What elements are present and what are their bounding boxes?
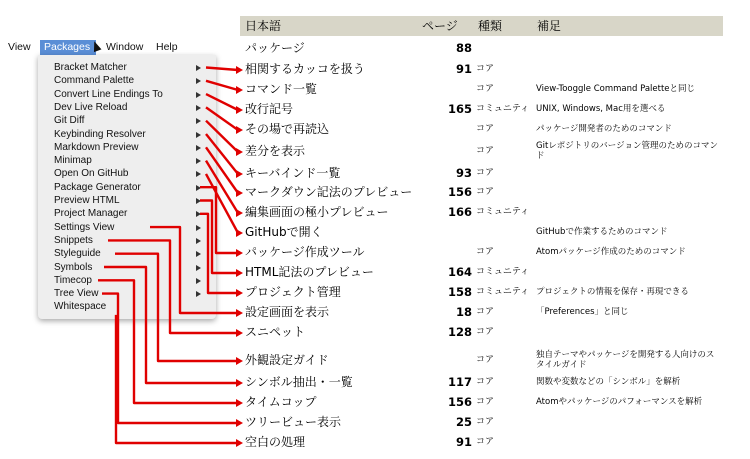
menu-item[interactable]: Styleguide [54, 248, 101, 260]
row-page: 91 [455, 62, 472, 76]
connector-line [206, 94, 238, 110]
arrowhead-icon [236, 86, 243, 94]
row-page: 156 [447, 185, 472, 199]
row-name: スニペット [245, 325, 306, 339]
menu-item[interactable]: Convert Line Endings To [54, 88, 163, 100]
row-note: Atomやパッケージのパフォーマンスを解析 [536, 397, 703, 407]
arrowhead-icon [236, 419, 243, 427]
row-name: ツリービュー表示 [245, 415, 342, 429]
row-type: コア [476, 247, 495, 257]
row-note: 「Preferences」と同じ [536, 307, 629, 317]
row-type: コア [476, 397, 495, 407]
row-page: 18 [455, 305, 472, 319]
row-name: タイムコップ [245, 395, 317, 409]
row-name: その場で再読込 [245, 122, 330, 136]
menu-item[interactable]: Dev Live Reload [54, 101, 128, 113]
row-type: コア [476, 417, 495, 427]
row-note: プロジェクトの情報を保存・再現できる [536, 287, 689, 297]
row-name: パッケージ作成ツール [245, 245, 365, 259]
menu-item[interactable]: Keybinding Resolver [54, 128, 146, 140]
arrowhead-icon [236, 229, 243, 237]
menu-view[interactable]: View [8, 41, 31, 53]
arrowhead-icon [236, 66, 243, 74]
row-type: コア [476, 168, 495, 178]
row-page: 128 [447, 325, 472, 339]
arrowhead-icon [236, 189, 243, 197]
row-name: 差分を表示 [245, 144, 306, 158]
menu-item[interactable]: Markdown Preview [54, 141, 139, 153]
row-type: コア [476, 124, 495, 134]
arrowhead-icon [236, 148, 243, 156]
row-page: 158 [447, 285, 472, 299]
menu-item[interactable]: Project Manager [54, 208, 128, 220]
menu-item[interactable]: Whitespace [54, 301, 107, 313]
arrowhead-icon [236, 126, 243, 134]
row-type: コア [476, 146, 495, 156]
arrowhead-icon [236, 209, 243, 217]
menu-item[interactable]: Minimap [54, 155, 92, 167]
menu-item[interactable]: Git Diff [54, 115, 85, 127]
header-note: 補足 [537, 19, 562, 33]
header-page: ページ [422, 19, 458, 33]
connector-line [200, 201, 238, 274]
row-note: パッケージ開発者のためのコマンド [536, 124, 672, 134]
menu-item[interactable]: Settings View [54, 221, 115, 233]
row-name: HTML記法のプレビュー [245, 265, 374, 279]
connector-line [206, 68, 238, 71]
menu-item[interactable]: Bracket Matcher [54, 62, 127, 73]
menu-item[interactable]: Open On GitHub [54, 168, 129, 180]
row-page: 117 [447, 375, 472, 389]
row-page: 156 [447, 395, 472, 409]
row-type: コア [476, 64, 495, 74]
row-name: シンボル抽出・一覧 [245, 375, 353, 389]
row-name: コマンド一覧 [245, 82, 318, 96]
row-name: 編集画面の極小プレビュー [245, 205, 389, 219]
row-page: 88 [455, 41, 472, 55]
arrowhead-icon [236, 106, 243, 114]
header-type: 種類 [478, 19, 503, 33]
menu-item[interactable]: Package Generator [54, 181, 141, 193]
menu-item[interactable]: Tree View [54, 288, 99, 300]
menu-item[interactable]: Snippets [54, 234, 93, 246]
arrowhead-icon [236, 329, 243, 337]
row-note: GitHubで作業するためのコマンド [536, 227, 668, 237]
row-page: 166 [447, 205, 472, 219]
row-name: 相関するカッコを扱う [245, 62, 365, 76]
menu-item[interactable]: Timecop [54, 274, 92, 286]
row-type: コア [476, 327, 495, 337]
row-name: 改行記号 [245, 102, 294, 116]
arrowhead-icon [236, 309, 243, 317]
row-note: 関数や変数などの「シンボル」を解析 [536, 377, 681, 387]
row-type: コア [476, 377, 495, 387]
row-name: GitHubで開く [245, 225, 323, 239]
menu-packages[interactable]: Packages [40, 40, 96, 55]
row-page: 165 [447, 102, 472, 116]
row-note: View-Tooggle Command Paletteと同じ [536, 84, 696, 94]
row-type: コミュニティ [476, 207, 530, 217]
header-japanese: 日本語 [245, 19, 282, 33]
row-page: 91 [455, 435, 472, 449]
row-name: 外観設定ガイド [245, 353, 329, 367]
row-type: コア [476, 187, 495, 197]
menu-item[interactable]: Preview HTML [54, 195, 120, 206]
menu-item[interactable]: Command Palette [54, 75, 135, 87]
row-note: Gitレポジトリのバージョン管理のためのコマンド [536, 141, 718, 161]
row-name: パッケージ [245, 41, 305, 55]
row-note: Atomパッケージ作成のためのコマンド [536, 247, 686, 257]
row-note: UNIX, Windows, Mac用を選べる [536, 104, 666, 114]
menu-window[interactable]: Window [106, 41, 144, 53]
row-type: コミュニティ [476, 287, 530, 297]
arrowhead-icon [236, 269, 243, 277]
row-type: コア [476, 437, 495, 447]
arrowhead-icon [236, 439, 243, 447]
row-type: コア [476, 84, 495, 94]
row-note: 独自テーマやパッケージを開発する人向けのスタイルガイド [536, 350, 715, 370]
menu-help[interactable]: Help [156, 41, 178, 53]
menu-item[interactable]: Symbols [54, 261, 93, 273]
arrowhead-icon [236, 399, 243, 407]
row-name: キーバインド一覧 [245, 166, 341, 180]
row-name: マークダウン記法のプレビュー [245, 185, 413, 199]
row-type: コミュニティ [476, 104, 530, 114]
arrowhead-icon [236, 357, 243, 365]
row-page: 93 [455, 166, 472, 180]
row-type: コミュニティ [476, 267, 530, 277]
row-name: 設定画面を表示 [245, 305, 330, 319]
row-name: プロジェクト管理 [245, 285, 341, 299]
row-name: 空白の処理 [245, 435, 306, 449]
arrowhead-icon [236, 170, 243, 178]
arrowhead-icon [236, 249, 243, 257]
row-type: コア [476, 307, 495, 317]
arrowhead-icon [236, 289, 243, 297]
connector-line [206, 81, 238, 90]
row-page: 164 [447, 265, 472, 279]
row-type: コア [476, 355, 495, 365]
row-page: 25 [455, 415, 472, 429]
arrowhead-icon [236, 379, 243, 387]
